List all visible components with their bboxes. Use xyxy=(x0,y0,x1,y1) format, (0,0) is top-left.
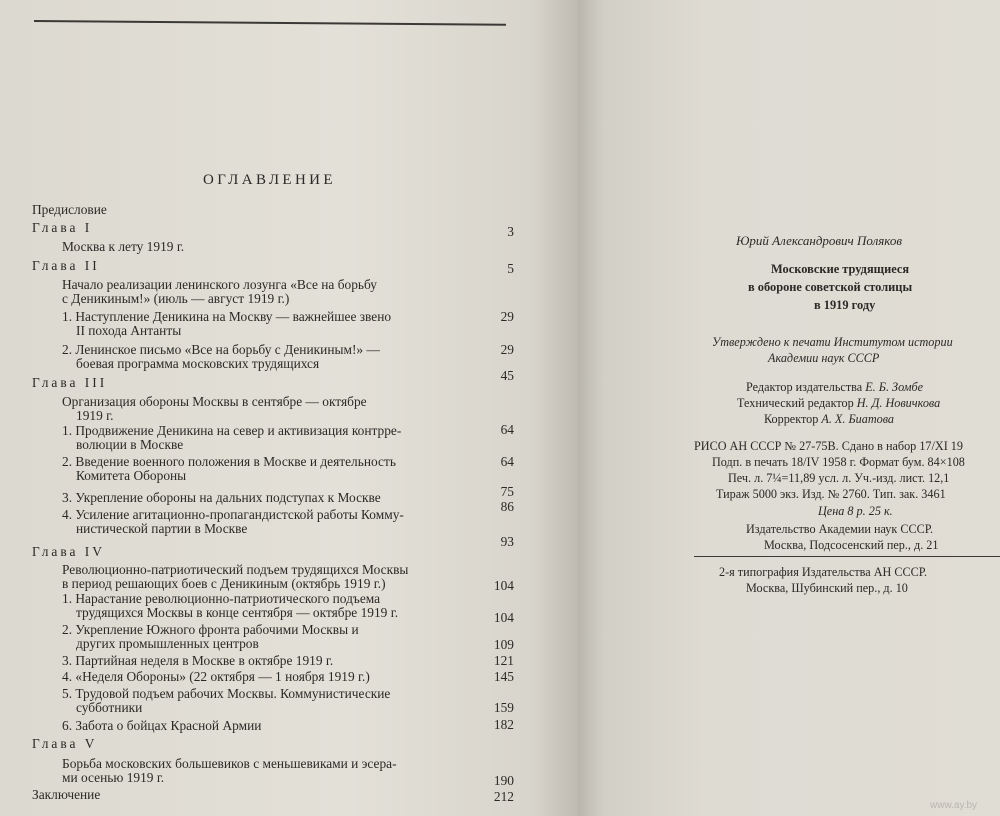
toc-entry: трудящихся Москвы в конце сентября — октябре 1919 г. xyxy=(76,605,399,620)
toc-entry: волюции в Москве xyxy=(76,437,184,452)
editor-line-1 xyxy=(746,381,923,394)
printer-line-2: Москва, Шубинский пер., д. 10 xyxy=(746,581,908,595)
toc-page-number: 104 xyxy=(493,610,514,625)
toc-entry: боевая программа московских трудящихся xyxy=(76,356,320,371)
toc-entry: 2. Ленинское письмо «Все на борьбу с Деникиным!» — xyxy=(62,342,380,357)
toc-page-number: 93 xyxy=(500,534,514,549)
approved-line-2: Академии наук СССР xyxy=(768,351,880,365)
print-line-1: РИСО АН СССР № 27-75В. Сдано в набор 17/XI 19 xyxy=(694,439,963,453)
toc-entry: 1. Нарастание революционно-патриотического подъема xyxy=(62,591,381,606)
print-line-4: Тираж 5000 экз. Изд. № 2760. Тип. зак. 3461 xyxy=(716,487,946,501)
toc-page-number: 104 xyxy=(493,578,514,593)
toc-page-number: 64 xyxy=(500,422,514,437)
toc-page-number: 159 xyxy=(493,700,514,715)
toc-entry: 3. Укрепление обороны на дальних подступах к Москве xyxy=(62,490,381,505)
toc-entry: 2. Укрепление Южного фронта рабочими Москвы и xyxy=(62,622,359,637)
toc-chapter-heading: Глава III xyxy=(32,375,108,390)
toc-chapter-heading: Глава I xyxy=(32,220,93,235)
toc-entry: Москва к лету 1919 г. xyxy=(62,239,185,254)
author-name: Юрий Александрович Поляков xyxy=(736,233,903,248)
toc-page-number: 190 xyxy=(493,773,514,788)
editor-name: Н. Д. Новичкова xyxy=(856,396,941,410)
toc-chapter-heading: Глава II xyxy=(32,258,100,273)
print-line-2: Подп. в печать 18/IV 1958 г. Формат бум. 84×108 xyxy=(712,455,965,469)
toc-entry: Предисловие xyxy=(32,202,107,217)
toc-entry: ми осенью 1919 г. xyxy=(62,770,165,785)
toc-page-number: 3 xyxy=(507,224,514,239)
editor-line-3 xyxy=(764,413,894,426)
toc-entry: Комитета Обороны xyxy=(76,468,187,483)
toc-entry: других промышленных центров xyxy=(76,636,259,651)
toc-entry: 4. Усиление агитационно-пропагандистской работы Комму- xyxy=(62,507,404,522)
toc-entry: 3. Партийная неделя в Москве в октябре 1919 г. xyxy=(62,653,334,668)
toc-page-number: 145 xyxy=(493,669,514,684)
toc-entry: 1. Продвижение Деникина на север и активизация контрре- xyxy=(62,423,402,438)
approved-line-1: Утверждено к печати Институтом истории xyxy=(712,335,953,349)
book-title-line-1: Московские трудящиеся xyxy=(771,262,910,276)
toc-page-number: 45 xyxy=(500,368,514,383)
toc-entry: нистической партии в Москве xyxy=(76,521,248,536)
toc-page-number: 29 xyxy=(500,342,514,357)
toc-entry: в период решающих боев с Деникиным (октябрь 1919 г.) xyxy=(62,576,386,591)
editor-name: Е. Б. Зомбе xyxy=(865,380,924,394)
toc-entry: 4. «Неделя Обороны» (22 октября — 1 ноября 1919 г.) xyxy=(62,669,370,684)
book-title-line-3: в 1919 году xyxy=(814,298,876,312)
editor-role: Редактор издательства xyxy=(746,380,863,394)
toc-entry: Борьба московских большевиков с меньшевиками и эсера- xyxy=(62,756,397,771)
editor-role: Технический редактор xyxy=(737,396,854,410)
toc-chapter-heading: Глава IV xyxy=(32,544,105,559)
toc-entry: II похода Антанты xyxy=(76,323,182,338)
toc-title: ОГЛАВЛЕНИЕ xyxy=(203,172,336,188)
printer-line-1: 2-я типография Издательства АН СССР. xyxy=(719,565,928,579)
toc-entry: Организация обороны Москвы в сентябре — октябре xyxy=(62,394,367,409)
toc-page-number: 29 xyxy=(500,309,514,324)
toc-page-number: 212 xyxy=(493,789,514,804)
toc-page-number: 86 xyxy=(500,499,514,514)
price: Цена 8 р. 25 к. xyxy=(818,504,893,518)
toc-entry: 1. Наступление Деникина на Москву — важнейшее звено xyxy=(62,309,392,324)
toc-entry: Революционно-патриотический подъем трудящихся Москвы xyxy=(62,562,409,577)
print-line-3: Печ. л. 7¼=11,89 усл. л. Уч.-изд. лист. 12,1 xyxy=(728,471,950,485)
toc-entry: 5. Трудовой подъем рабочих Москвы. Коммунистические xyxy=(62,686,391,701)
top-rule xyxy=(34,20,506,26)
publisher-line-2: Москва, Подсосенский пер., д. 21 xyxy=(764,538,939,552)
toc-entry: Начало реализации ленинского лозунга «Все на борьбу xyxy=(62,277,377,292)
colophon-rule xyxy=(694,556,1000,557)
editor-role: Корректор xyxy=(764,412,819,426)
toc-entry: 1919 г. xyxy=(76,408,114,423)
toc-entry: субботники xyxy=(76,700,143,715)
toc-entry: 2. Введение военного положения в Москве и деятельность xyxy=(62,454,396,469)
editor-name: А. Х. Биатова xyxy=(821,412,895,426)
toc-page-number: 5 xyxy=(507,261,514,276)
editor-line-2 xyxy=(737,397,940,410)
toc-entry: 6. Забота о бойцах Красной Армии xyxy=(62,718,262,733)
watermark: www.ay.by xyxy=(930,800,978,811)
toc-page-number: 75 xyxy=(500,484,514,499)
toc-chapter-heading: Глава V xyxy=(32,736,98,751)
book-title-line-2: в обороне советской столицы xyxy=(748,280,913,294)
toc-entry: с Деникиным!» (июль — август 1919 г.) xyxy=(62,291,290,306)
toc-page-number: 64 xyxy=(500,454,514,469)
toc-entry: Заключение xyxy=(32,787,101,802)
toc-page-number: 109 xyxy=(493,637,514,652)
publisher-line-1: Издательство Академии наук СССР. xyxy=(746,522,934,536)
toc-page-number: 121 xyxy=(493,653,514,668)
toc-page-number: 182 xyxy=(493,717,514,732)
